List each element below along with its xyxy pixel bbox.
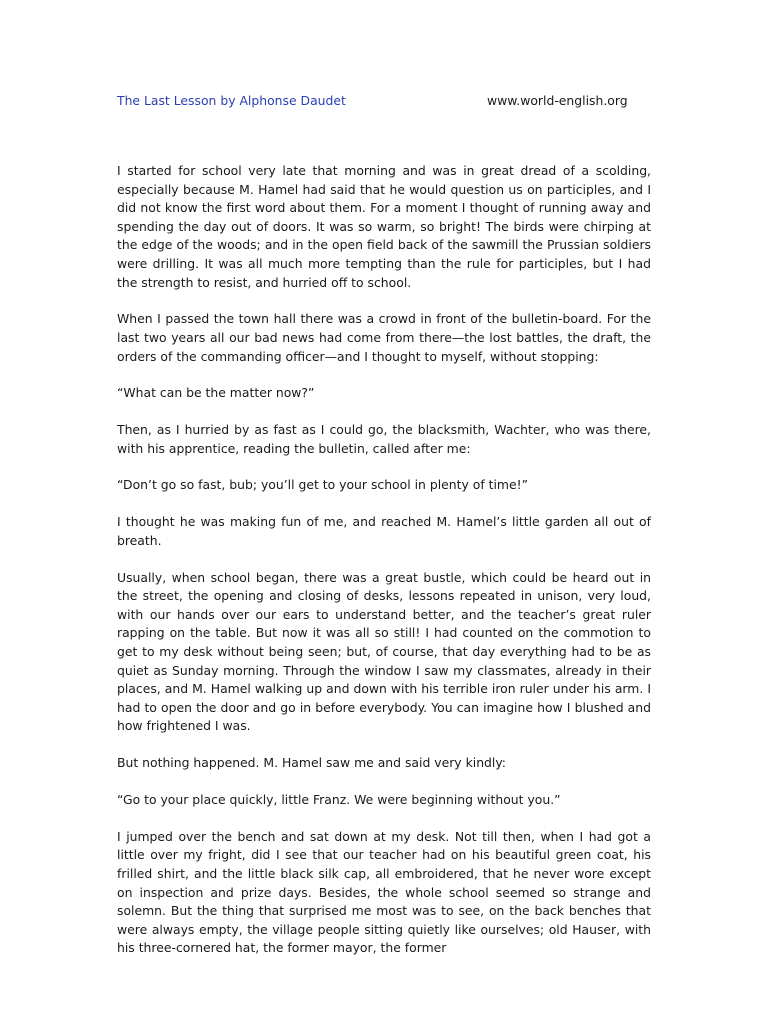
paragraph: “Don’t go so fast, bub; you’ll get to your school in plenty of time!” <box>117 477 529 493</box>
paragraph: I started for school very late that morning and was in great dread of a scolding, especially because M. Hamel had said that he would question us on participles, and I did not know the first word about them. For a moment I thought of running away and spending the day out of doors. It was so warm, so bright! The birds were chirping at the edge of the woods; and in the open field back of the sawmill the Prussian soldiers were drilling. It was all much more tempting than the rule for participles, but I had the strength to resist, and hurried off to school. <box>117 163 651 290</box>
paragraph: “What can be the matter now?” <box>117 385 315 401</box>
paragraph: Usually, when school began, there was a great bustle, which could be heard out in the street, the opening and closing of desks, lessons repeated in unison, very loud, with our hands over our ears to understand better, and the teacher’s great ruler rapping on the table. But now it was all so still! I had counted on the commotion to get to my desk without being seen; but, of course, that day everything had to be as quiet as Sunday morning. Through the window I saw my classmates, already in their places, and M. Hamel walking up and down with his terrible iron ruler under his arm. I had to open the door and go in before everybody. You can imagine how I blushed and how frightened I was. <box>117 569 651 734</box>
paragraph: When I passed the town hall there was a crowd in front of the bulletin-board. For the last two years all our bad news had come from there—the lost battles, the draft, the orders of the commanding officer—and I thought to myself, without stopping: <box>117 311 651 364</box>
paragraph: But nothing happened. M. Hamel saw me and said very kindly: <box>117 755 506 771</box>
paragraph: I jumped over the bench and sat down at my desk. Not till then, when I had got a little over my fright, did I see that our teacher had on his beautiful green coat, his frilled shirt, and the little black silk cap, all embroidered, that he never wore except on inspection and prize days. Besides, the whole school seemed so strange and solemn. But the thing that surprised me most was to see, on the back benches that were always empty, the village people sitting quietly like ourselves; old Hauser, with his three-cornered hat, the former mayor, the former <box>117 828 651 956</box>
paragraph: Then, as I hurried by as fast as I could go, the blacksmith, Wachter, who was there, with his apprentice, reading the bulletin, called after me: <box>117 422 651 456</box>
paragraph: I thought he was making fun of me, and reached M. Hamel’s little garden all out of breath. <box>117 514 651 548</box>
page-header <box>117 92 637 110</box>
document-title: The Last Lesson by Alphonse Daudet <box>117 93 346 108</box>
paragraph: “Go to your place quickly, little Franz. We were beginning without you.” <box>117 791 561 807</box>
website-url: www.world-english.org <box>487 93 628 108</box>
document-body <box>117 162 651 976</box>
